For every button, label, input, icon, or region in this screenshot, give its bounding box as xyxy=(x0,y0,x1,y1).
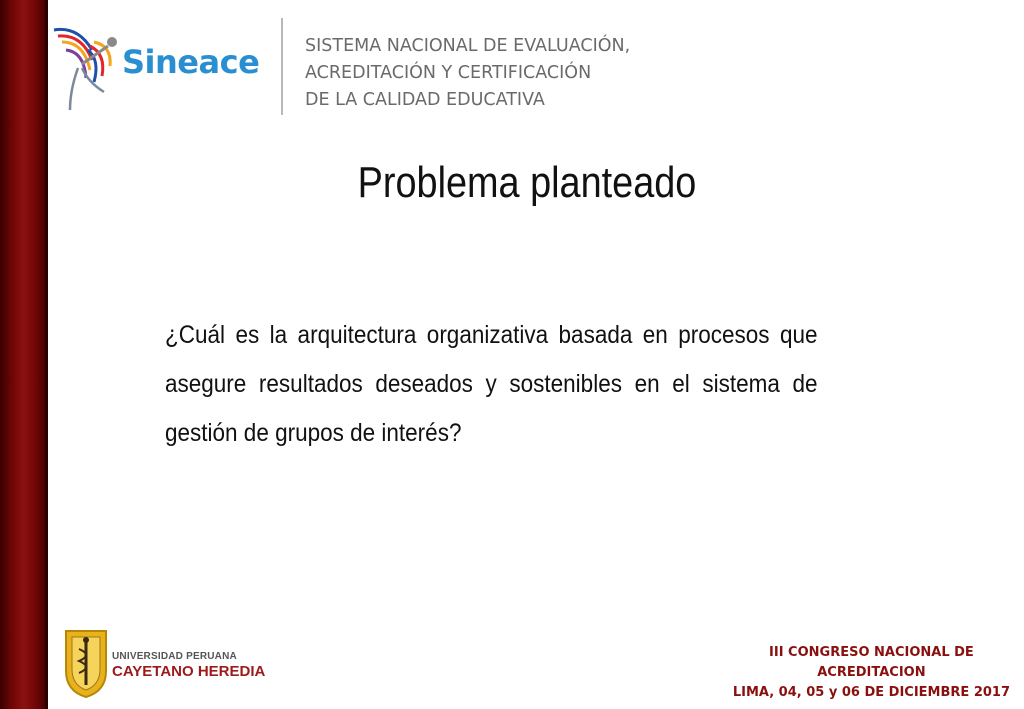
header-divider xyxy=(281,18,283,115)
event-info-line: ACREDITACION xyxy=(817,665,926,680)
organization-name xyxy=(305,33,630,114)
university-name-line2: CAYETANO HEREDIA xyxy=(112,663,266,680)
organization-name-line: ACREDITACIÓN Y CERTIFICACIÓN xyxy=(305,63,592,83)
event-info-line: LIMA, 04, 05 y 06 DE DICIEMBRE 2017 xyxy=(732,685,1010,700)
university-name-line1: UNIVERSIDAD PERUANA xyxy=(112,651,237,662)
event-info xyxy=(733,643,1010,703)
research-question: ¿Cuál es la arquitectura organizativa basada en procesos que asegure resultados deseados y sostenibles en el sistema de gestión de grupos de interés? xyxy=(165,321,818,447)
organization-name-line: DE LA CALIDAD EDUCATIVA xyxy=(305,90,545,110)
upch-crest-icon xyxy=(62,627,110,699)
event-info-line: III CONGRESO NACIONAL DE xyxy=(769,645,974,660)
slide-title: Problema planteado xyxy=(357,158,697,207)
sineace-wordmark: Sineace xyxy=(122,43,260,81)
university-name xyxy=(112,651,265,680)
organization-name-line: SISTEMA NACIONAL DE EVALUACIÓN, xyxy=(305,36,631,56)
left-decorative-bar xyxy=(0,0,48,709)
